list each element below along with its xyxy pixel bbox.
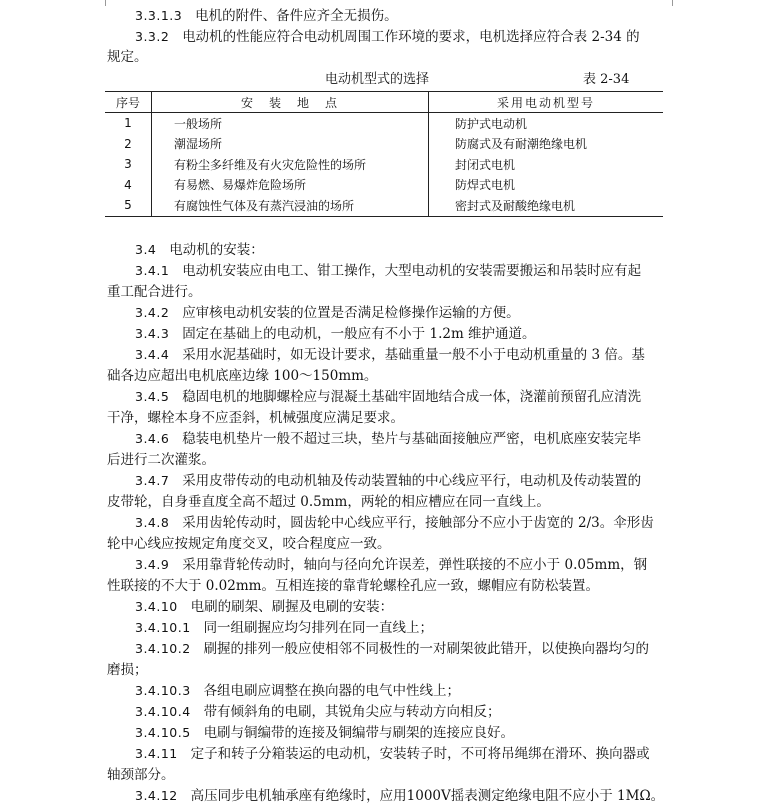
table-row: 4 有易燃、易爆炸危险场所 防焊式电机 — [105, 175, 663, 196]
clause-3-4-10-2-cont: 磨损； — [107, 662, 148, 678]
clause-3-4-11: 3.4.11 定子和转子分箱装运的电动机，安装转子时，不可将吊绳绑在滑环、换向器或 — [135, 746, 650, 762]
table-header-row — [105, 92, 663, 113]
header-index: 序号 — [105, 92, 152, 113]
clause-3-4-10-3: 3.4.10.3 各组电刷应调整在换向器的电气中性线上； — [135, 683, 461, 699]
clause-3-4-4: 3.4.4 采用水泥基础时，如无设计要求，基础重量一般不小于电动机重量的 3 倍。基 — [135, 347, 645, 363]
header-motor-type: 采用电动机型号 — [429, 92, 664, 113]
crop-mark-right — [672, 0, 673, 6]
clause-3-3-2: 3.3.2 电动机的性能应符合电动机周围工作环境的要求，电机选择应符合表 2-34 的 — [135, 29, 640, 45]
clause-3-4-1: 3.4.1 电动机安装应由电工、钳工操作，大型电动机的安装需要搬运和吊装时应有起 — [135, 263, 642, 279]
clause-3-4-10-5: 3.4.10.5 电刷与铜编带的连接及铜编带与刷架的连接应良好。 — [135, 725, 515, 741]
table-row: 3 有粉尘多纤维及有火灾危险性的场所 封闭式电机 — [105, 154, 663, 175]
clause-3-4-9-cont: 性联接的不大于 0.02mm。互相连接的靠背轮螺栓孔应一致，螺帽应有防松装置。 — [107, 578, 599, 594]
clause-3-4-12: 3.4.12 高压同步电机轴承座有绝缘时，应用1000V摇表测定绝缘电阻不应小于 1MΩ。 — [135, 788, 665, 804]
header-location: 安 装 地 点 — [152, 92, 429, 113]
table-caption — [105, 68, 665, 88]
clause-3-4-7: 3.4.7 采用皮带传动的电动机轴及传动装置轴的中心线应平行，电动机及传动装置的 — [135, 473, 642, 489]
clause-3-4-10-1: 3.4.10.1 同一组刷握应均匀排列在同一直线上； — [135, 620, 434, 636]
clause-3-3-1-3: 3.3.1.3 电机的附件、备件应齐全无损伤。 — [135, 8, 398, 24]
clause-3-4-7-cont: 皮带轮，自身垂直度全高不超过 0.5mm，两轮的相应槽应在同一直线上。 — [107, 494, 550, 510]
clause-3-4-4-cont: 础各边应超出电机底座边缘 100～150mm。 — [107, 368, 378, 384]
motor-type-table — [105, 91, 663, 217]
clause-3-4-3: 3.4.3 固定在基础上的电动机，一般应有不小于 1.2m 维护通道。 — [135, 326, 536, 342]
clause-3-4-5-cont: 干净，螺栓本身不应歪斜，机械强度应满足要求。 — [107, 410, 404, 426]
table-row: 1 一般场所 防护式电动机 — [105, 113, 663, 134]
table-title: 电动机型式的选择 — [325, 72, 430, 87]
clause-3-4-5: 3.4.5 稳固电机的地脚螺栓应与混凝土基础牢固地结合成一体，浇灌前预留孔应清洗 — [135, 389, 642, 405]
table-row: 2 潮湿场所 防腐式及有耐潮绝缘电机 — [105, 134, 663, 155]
clause-3-4-8: 3.4.8 采用齿轮传动时，圆齿轮中心线应平行，接触部分不应小于齿宽的 2/3。伞形齿 — [135, 515, 654, 531]
clause-3-4-10: 3.4.10 电刷的刷架、刷握及电刷的安装： — [135, 599, 394, 615]
section-3-4: 3.4 电动机的安装： — [135, 242, 264, 258]
crop-mark-left — [105, 0, 106, 6]
clause-3-4-10-4: 3.4.10.4 带有倾斜角的电刷，其锐角尖应与转动方向相反； — [135, 704, 501, 720]
clause-3-4-9: 3.4.9 采用靠背轮传动时，轴向与径向允许误差，弹性联接的不应小于 0.05mm，钢 — [135, 557, 648, 573]
clause-3-4-11-cont: 轴颈部分。 — [107, 767, 175, 783]
clause-3-4-2: 3.4.2 应审核电动机安装的位置是否满足检修操作运输的方便。 — [135, 305, 520, 321]
clause-3-4-6: 3.4.6 稳装电机垫片一般不超过三块，垫片与基础面接触应严密，电机底座安装完毕 — [135, 431, 642, 447]
clause-3-3-2-cont: 规定。 — [107, 49, 148, 65]
clause-3-4-10-2: 3.4.10.2 刷握的排列一般应使相邻不同极性的一对刷架彼此错开，以使换向器均匀的 — [135, 641, 650, 657]
clause-3-4-8-cont: 轮中心线应按规定角度交叉，咬合程度应一致。 — [107, 536, 391, 552]
table-row: 5 有腐蚀性气体及有蒸汽浸油的场所 密封式及耐酸绝缘电机 — [105, 195, 663, 216]
table-number: 表 2-34 — [583, 72, 630, 87]
clause-3-4-1-cont: 重工配合进行。 — [107, 284, 202, 300]
clause-3-4-6-cont: 后进行二次灌浆。 — [107, 452, 215, 468]
